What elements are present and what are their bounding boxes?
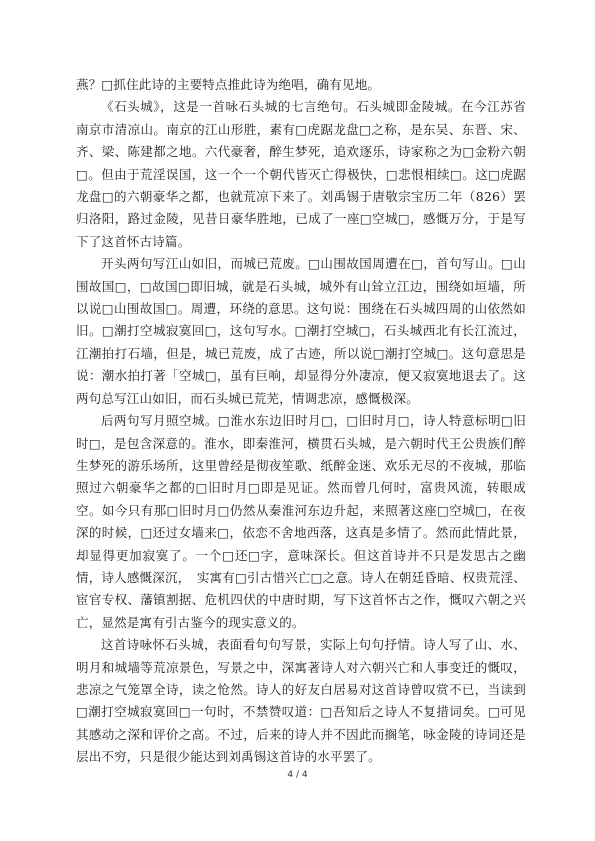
paragraph-continuation: 燕？□抓住此诗的主要特点推此诗为绝唱，确有见地。	[76, 77, 381, 92]
paragraph-intro: 《石头城》，这是一首咏石头城的七言绝句。石头城即金陵城。在今江苏省南京市清凉山。南京的江山形胜，素有□虎踞龙盘□之称，是东吴、东晋、宋、齐、梁、陈建都之地。六代豪奢，醉生梦死，追欢逐乐，诗家称之为□金粉六朝□。但由于荒淫误国，这一个一个朝代皆灭亡得极快，□悲恨相续□。这□虎踞龙盘□的六朝豪华之都，也就荒凉下来了。刘禹锡于唐敬宗宝历二年（826）罢归洛阳，路过金陵，见昔日豪华胜地，已成了一座□空城□，感慨万分，于是写下了这首怀古诗篇。	[76, 99, 526, 249]
document-body	[76, 74, 526, 769]
page-number: 4 / 4	[287, 770, 308, 780]
paragraph-summary: 这首诗咏怀石头城，表面看句句写景，实际上句句抒情。诗人写了山、水、明月和城墙等荒凉景色，写景之中，深寓著诗人对六朝兴亡和人事变迁的慨叹，悲凉之气笼罩全诗，读之怆然。诗人的好友白居易对这首诗曾叹赏不已，当读到□潮打空城寂寞回□一句时，不禁赞叹道：□吾知后之诗人不复措词矣。□可见其感动之深和评价之高。不过，后来的诗人并不因此而搁笔，咏金陵的诗词还是层出不穷，只是很少能达到刘禹锡这首诗的水平罢了。	[76, 637, 526, 765]
paragraph-first-lines: 开头两句写江山如旧，而城已荒废。□山围故国周遭在□，首句写山。□山围故国□，□故国□即旧城，就是石头城，城外有山耸立江边，围绕如垣墙，所以说□山围故国□。周遭，环绕的意思。这句说：围绕在石头城四周的山依然如旧。□潮打空城寂寞回□，这句写水。□潮打空城□，石头城西北有长江流过，江潮拍打石墙，但是，城已荒废，成了古迹，所以说□潮打空城□。这句意思是说：潮水拍打著「空城□，虽有巨响，却显得分外凄凉，便又寂寞地退去了。这两句总写江山如旧，而石头城已荒芜，情调悲凉，感慨极深。	[76, 256, 526, 406]
paragraph-last-lines: 后两句写月照空城。□淮水东边旧时月□，□旧时月□，诗人特意标明□旧时□，是包含深意的。淮水，即秦淮河，横贯石头城，是六朝时代王公贵族们醉生梦死的游乐场所，这里曾经是彻夜笙歌、纸醉金迷、欢乐无尽的不夜城，那临照过六朝豪华之都的□旧时月□即是见证。然而曾几何时，富贵风流，转眼成空。如今只有那□旧时月□仍然从秦淮河东边升起，来照著这座□空城□，在夜深的时候，□还过女墙来□，依恋不舍地西落，这真是多情了。然而此情此景，却显得更加寂寞了。一个□还□字，意味深长。但这首诗并不只是发思古之幽情，诗人感慨深沉， 实寓有□引古惜兴亡□之意。诗人在朝廷昏暗、权贵荒淫、宦官专权、藩镇割据、危机四伏的中唐时期，写下这首怀古之作，慨叹六朝之兴亡，显然是寓有引古鉴今的现实意义的。	[76, 413, 526, 630]
